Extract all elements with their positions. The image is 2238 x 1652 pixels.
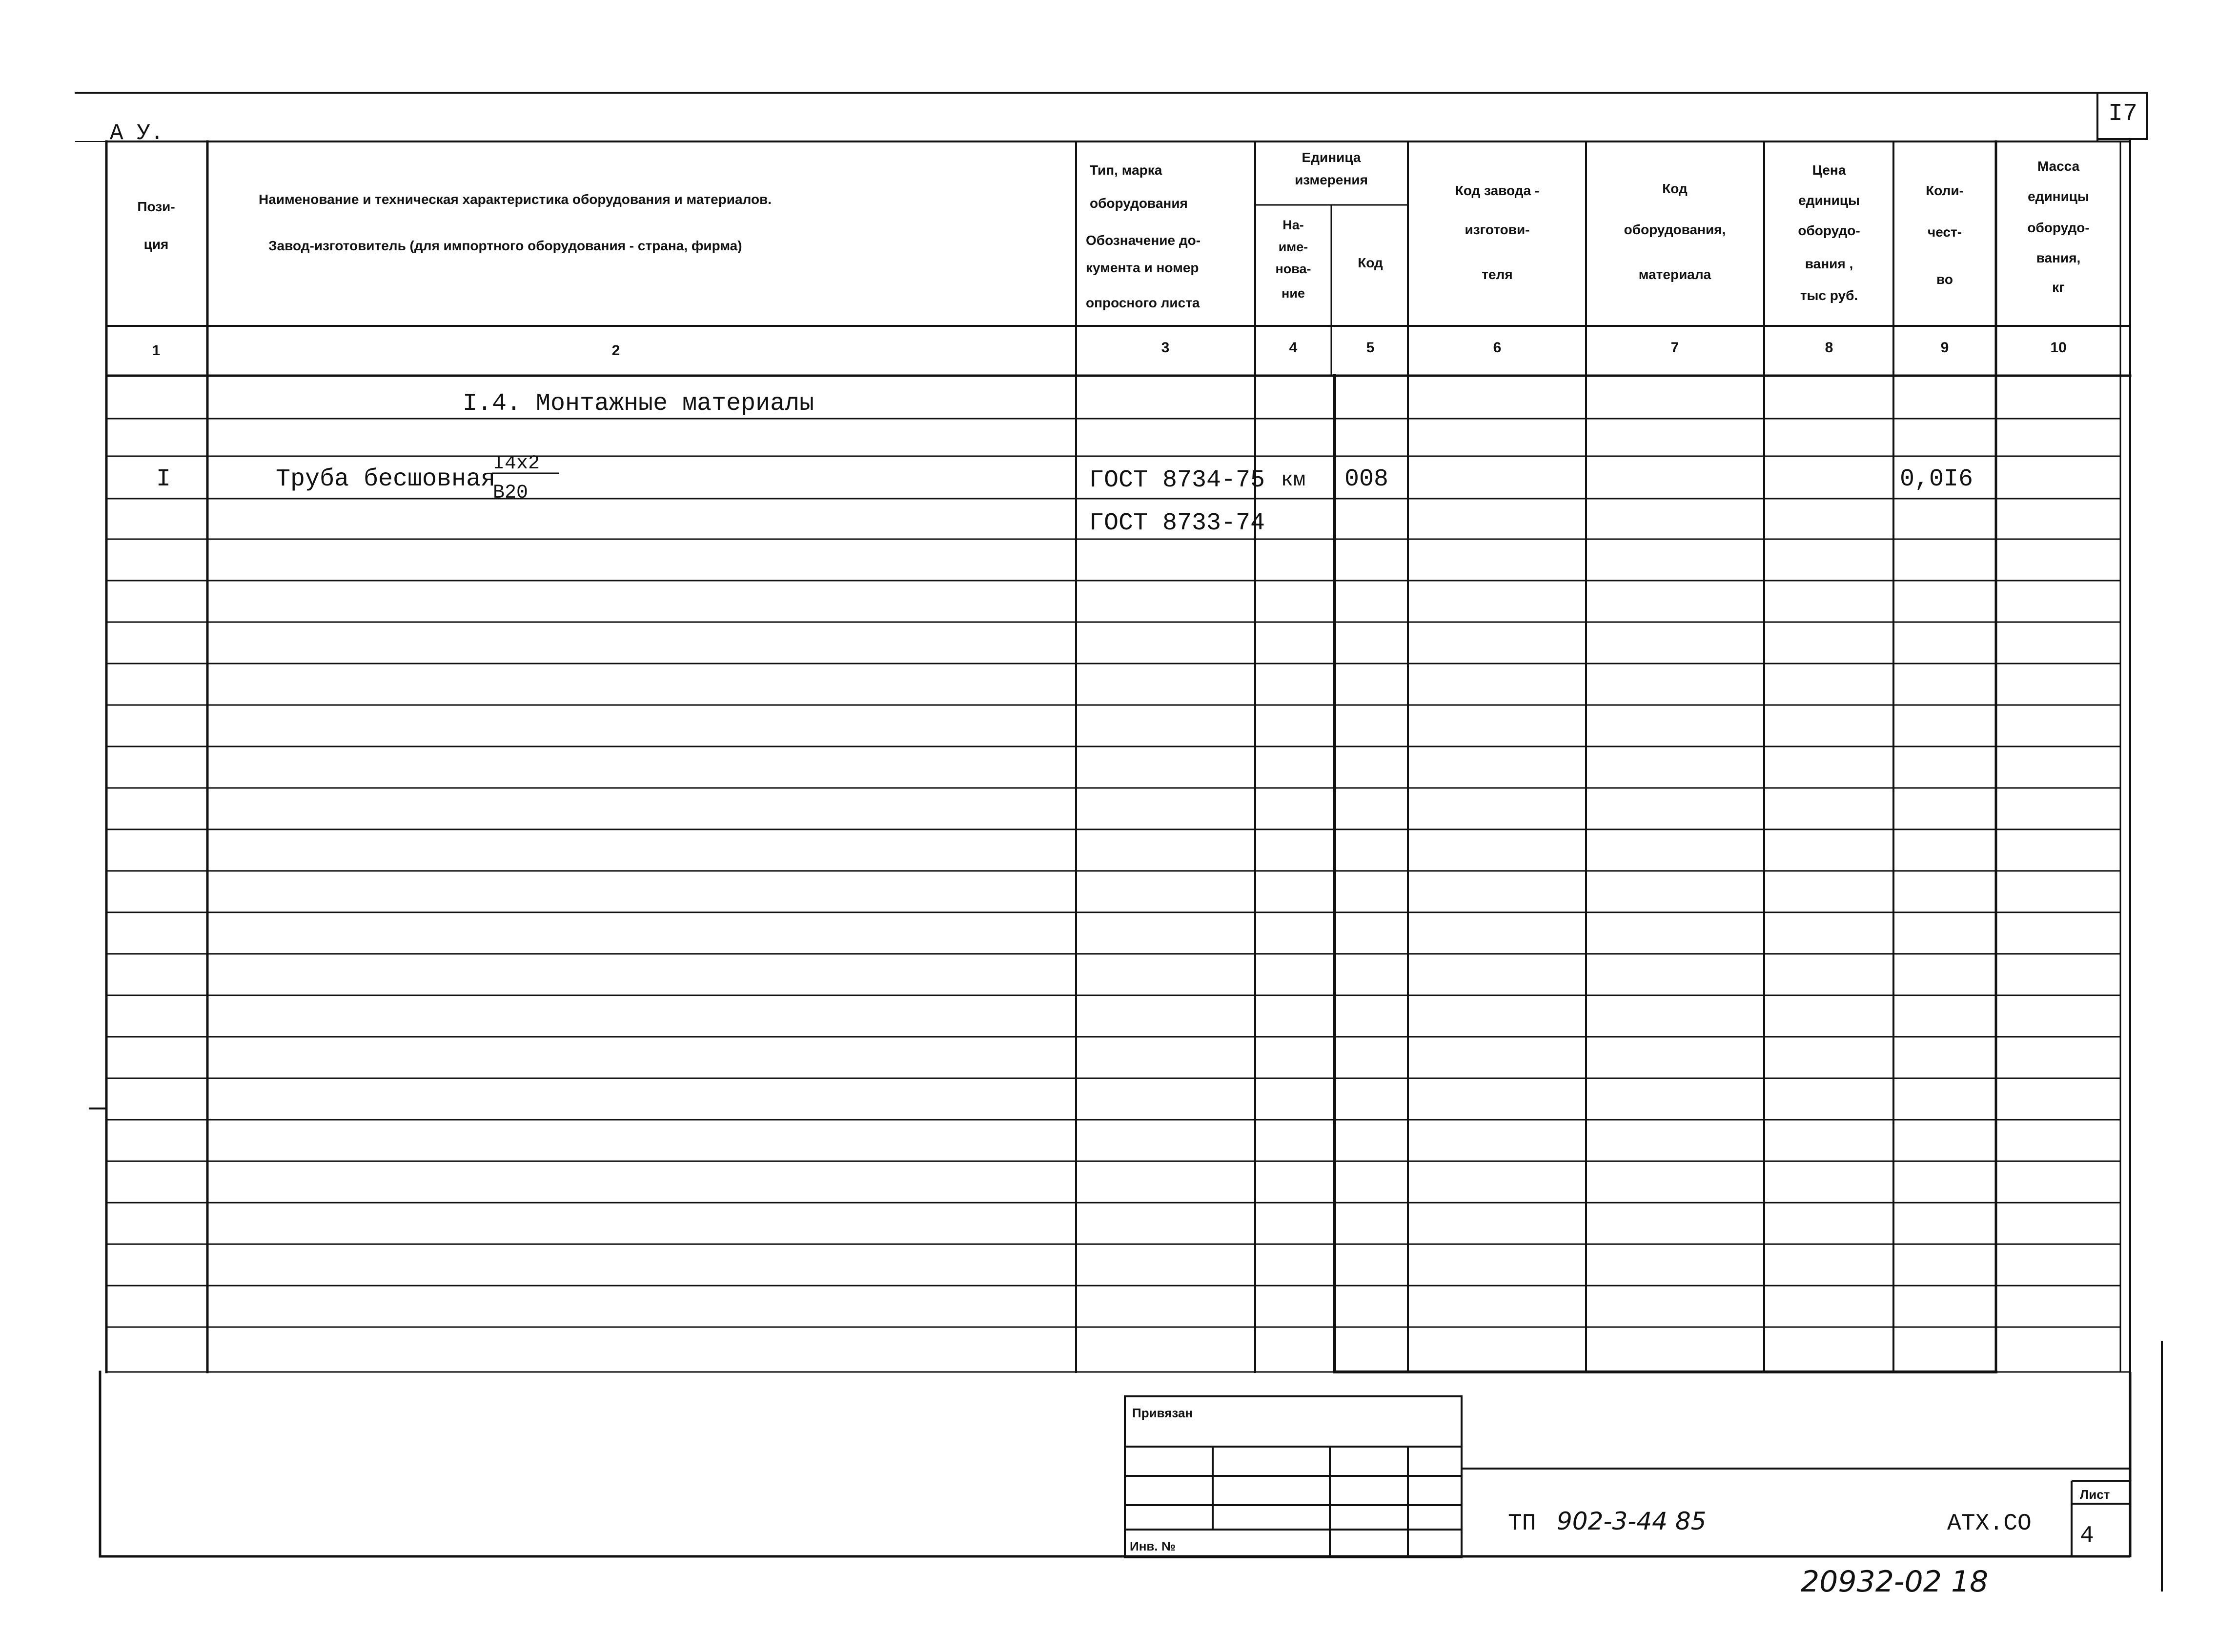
- column-number: 3: [1161, 340, 1170, 356]
- header-unit-group-line: измерения: [1295, 172, 1368, 187]
- column-number: 5: [1366, 340, 1375, 356]
- doc-code: АТХ.СО: [1947, 1511, 2032, 1537]
- header-col9-line: Коли-: [1926, 183, 1964, 198]
- header-col6-line: Код завода -: [1455, 183, 1540, 198]
- header-col6-line: теля: [1482, 267, 1513, 282]
- item-size-bottom: B20: [493, 482, 529, 504]
- header-col3-line: оборудования: [1090, 196, 1188, 211]
- column-number: 2: [611, 342, 620, 359]
- header-col8-line: вания ,: [1805, 256, 1853, 271]
- header-col10-line: кг: [2052, 280, 2065, 295]
- header-col8-line: тыс руб.: [1800, 288, 1858, 303]
- header-col7-line: Код: [1662, 181, 1688, 196]
- item-unit-name: км: [1281, 468, 1306, 492]
- header-col2-line: Наименование и техническая характеристика оборудования и материалов.: [259, 192, 772, 207]
- stamp-inv-no: Инв. №: [1130, 1539, 1176, 1553]
- header-col8-line: Цена: [1812, 162, 1846, 178]
- project-code: 902-3-44 85: [1557, 1507, 1707, 1535]
- item-quantity: 0,0I6: [1900, 465, 1974, 493]
- header-col10-line: Масса: [2037, 159, 2080, 174]
- header-col3-line: опросного листа: [1086, 295, 1200, 310]
- item-size-top: I4x2: [493, 453, 540, 475]
- header-col9-line: во: [1936, 272, 1953, 287]
- footer-code: 20932-02 18: [1801, 1565, 1989, 1599]
- header-col10-line: вания,: [2036, 250, 2081, 265]
- header-col10-line: оборудо-: [2027, 220, 2090, 235]
- header-col10-line: единицы: [2028, 189, 2089, 204]
- sheet-value: 4: [2080, 1523, 2094, 1549]
- sheet-label: Лист: [2080, 1487, 2110, 1502]
- column-number: 6: [1493, 340, 1502, 356]
- column-number: 7: [1670, 340, 1679, 356]
- header-col1: [137, 199, 175, 252]
- column-number: 4: [1289, 340, 1298, 356]
- corner-mark: А У.: [110, 121, 164, 146]
- header-col4-line: ние: [1282, 286, 1305, 301]
- section-title: I.4. Монтажные материалы: [463, 390, 814, 418]
- column-number: 10: [2050, 340, 2067, 356]
- header-col3-line: Тип, марка: [1090, 162, 1162, 178]
- item-position: I: [156, 465, 171, 493]
- header-unit-group-line: Единица: [1302, 150, 1361, 165]
- item-standard-1: ГОСТ 8734-75: [1089, 466, 1265, 494]
- header-col6-line: изготови-: [1465, 222, 1530, 237]
- header-col3-line: Обозначение до-: [1086, 233, 1201, 248]
- project-prefix: ТП: [1508, 1511, 1536, 1537]
- item-standard-2: ГОСТ 8733-74: [1089, 509, 1265, 537]
- stamp-linked: Привязан: [1132, 1406, 1193, 1420]
- header-col9-line: чест-: [1927, 224, 1962, 240]
- header-col7-line: оборудования,: [1624, 222, 1726, 237]
- item-name: Труба бесшовная: [276, 465, 496, 493]
- header-col3-line: кумента и номер: [1086, 260, 1199, 275]
- header-col4-line: име-: [1278, 240, 1308, 254]
- header-col1-line: ция: [143, 237, 169, 252]
- header-col8-line: оборудо-: [1798, 223, 1860, 238]
- sheet-number: I7: [2108, 100, 2138, 128]
- header-col5: Код: [1358, 255, 1383, 270]
- header-col7-line: материала: [1638, 267, 1711, 282]
- item-unit-code: 008: [1344, 465, 1389, 493]
- header-col8-line: единицы: [1798, 193, 1860, 208]
- column-number: 8: [1825, 340, 1833, 356]
- header-col1-line: Пози-: [137, 199, 175, 214]
- column-number: 9: [1940, 340, 1949, 356]
- header-col4-line: нова-: [1275, 262, 1311, 276]
- header-col4-line: На-: [1282, 218, 1304, 232]
- header-col2-line: Завод-изготовитель (для импортного оборудования - страна, фирма): [268, 238, 742, 253]
- column-number: 1: [152, 342, 161, 359]
